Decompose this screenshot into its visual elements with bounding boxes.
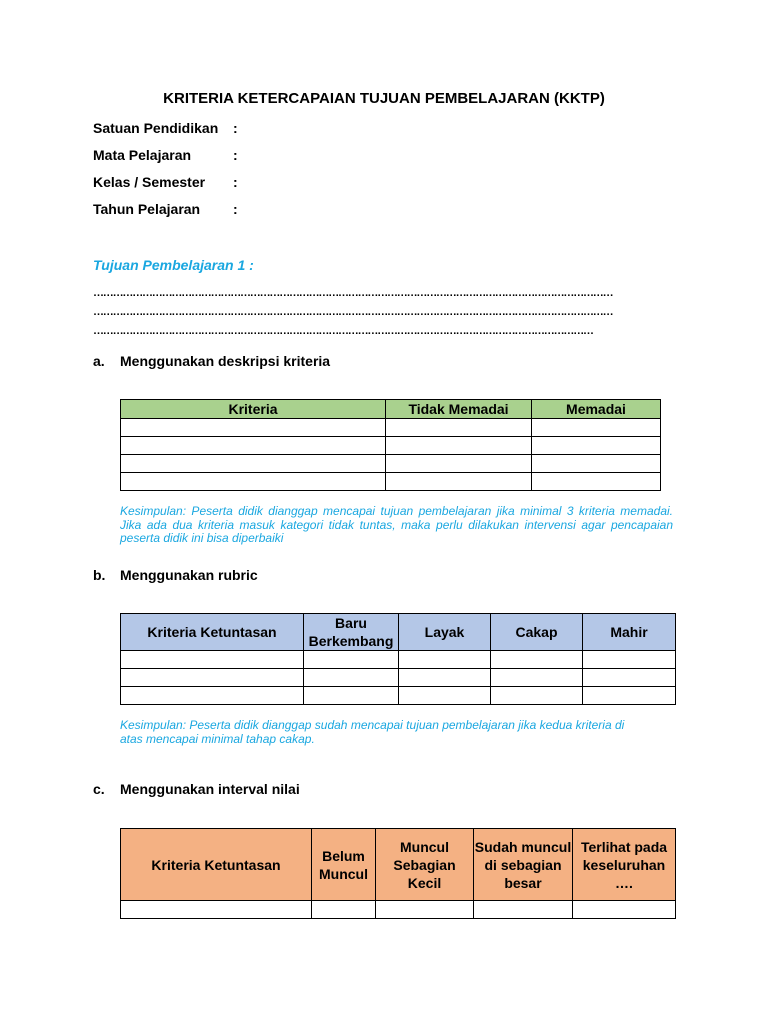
info-separator: : [233,174,238,190]
table-cell[interactable] [532,437,661,455]
info-separator: : [233,120,238,136]
dotted-line-3: ……………………………………………………………………………………………………………………………………… [93,325,593,337]
interval-table [120,828,676,919]
table-cell[interactable] [121,437,386,455]
table-row [121,901,676,919]
table-row [121,473,661,491]
table-cell[interactable] [583,669,676,687]
table-cell[interactable] [121,669,304,687]
conclusion-line: atas mencapai minimal tahap cakap. [120,731,315,746]
rubric-table [120,613,676,705]
info-separator: : [233,201,238,217]
info-row-kelas [93,174,238,190]
dotted-line-1: …………………………………………………………………………………………………………………………………………… [93,287,613,299]
table-row [121,651,676,669]
info-label: Mata Pelajaran [93,147,192,163]
info-label: Kelas / Semester [93,174,206,190]
table-header-cell: Memadai [532,400,661,419]
section-title: Menggunakan rubric [120,567,258,583]
table-header-cell: Kriteria Ketuntasan [121,614,304,651]
table-cell[interactable] [399,669,491,687]
table-cell[interactable] [376,901,474,919]
conclusion-line: Kesimpulan: Peserta didik dianggap sudah mencapai tujuan pembelajaran jika kedua kriteria di [120,718,625,732]
section-title: Menggunakan interval nilai [120,781,300,797]
section-a-heading [93,353,330,369]
table-header-cell: Belum Muncul [312,829,376,901]
tujuan-pembelajaran-label: Tujuan Pembelajaran 1 : [93,257,254,273]
info-row-tahun [93,201,238,217]
info-label: Tahun Pelajaran [93,201,201,217]
table-cell[interactable] [583,687,676,705]
table-cell[interactable] [491,669,583,687]
table-cell[interactable] [491,651,583,669]
table-header-cell: Kriteria [121,400,386,419]
criteria-table [120,399,661,491]
table-row [121,687,676,705]
table-cell[interactable] [491,687,583,705]
table-cell[interactable] [304,651,399,669]
table-cell[interactable] [386,419,532,437]
info-label: Satuan Pendidikan [93,120,219,136]
table-cell[interactable] [386,437,532,455]
section-title: Menggunakan deskripsi kriteria [120,353,331,369]
table-cell[interactable] [121,687,304,705]
table-cell[interactable] [386,455,532,473]
dotted-line-2: …………………………………………………………………………………………………………………………………………… [93,306,613,318]
table-row [121,669,676,687]
info-row-satuan [93,120,238,136]
table-header-cell: Terlihat pada keseluruhan …. [573,829,676,901]
table-cell[interactable] [583,651,676,669]
table-cell[interactable] [532,455,661,473]
table-cell[interactable] [474,901,573,919]
section-letter: c. [93,781,105,797]
section-letter: b. [93,567,106,583]
table-cell[interactable] [532,419,661,437]
section-c-heading [93,781,300,797]
document-title: KRITERIA KETERCAPAIAN TUJUAN PEMBELAJARAN (KKTP) [163,90,605,107]
table-header-cell: Sudah muncul di sebagian besar [474,829,573,901]
table-cell[interactable] [121,651,304,669]
table-header-cell: Layak [399,614,491,651]
table-header-cell: Kriteria Ketuntasan [121,829,312,901]
table-row [121,437,661,455]
table-cell[interactable] [121,455,386,473]
table-cell[interactable] [573,901,676,919]
table-cell[interactable] [312,901,376,919]
table-cell[interactable] [399,651,491,669]
section-letter: a. [93,353,105,369]
table-row [121,455,661,473]
table-cell[interactable] [121,473,386,491]
info-separator: : [233,147,238,163]
table-header-cell: Mahir [583,614,676,651]
table-header-cell: Tidak Memadai [386,400,532,419]
section-b-heading [93,567,258,583]
conclusion-a: Kesimpulan: Peserta didik dianggap mencapai tujuan pembelajaran jika minimal 3 kriteria memadai. Jika ada dua kriteria masuk kategori tidak tuntas, maka perlu dilakukan intervensi agar pencapaian peserta didik ini bisa diperbaiki [120,504,673,545]
table-header-cell: Baru Berkembang [304,614,399,651]
table-cell[interactable] [399,687,491,705]
table-header-cell: Muncul Sebagian Kecil [376,829,474,901]
table-header-row [121,829,676,901]
table-header-cell: Cakap [491,614,583,651]
table-row [121,419,661,437]
info-row-mapel [93,147,238,163]
conclusion-b [120,719,673,746]
table-cell[interactable] [304,669,399,687]
table-cell[interactable] [304,687,399,705]
table-header-row [121,614,676,651]
table-cell[interactable] [386,473,532,491]
table-header-row [121,400,661,419]
table-cell[interactable] [121,419,386,437]
table-cell[interactable] [532,473,661,491]
table-cell[interactable] [121,901,312,919]
